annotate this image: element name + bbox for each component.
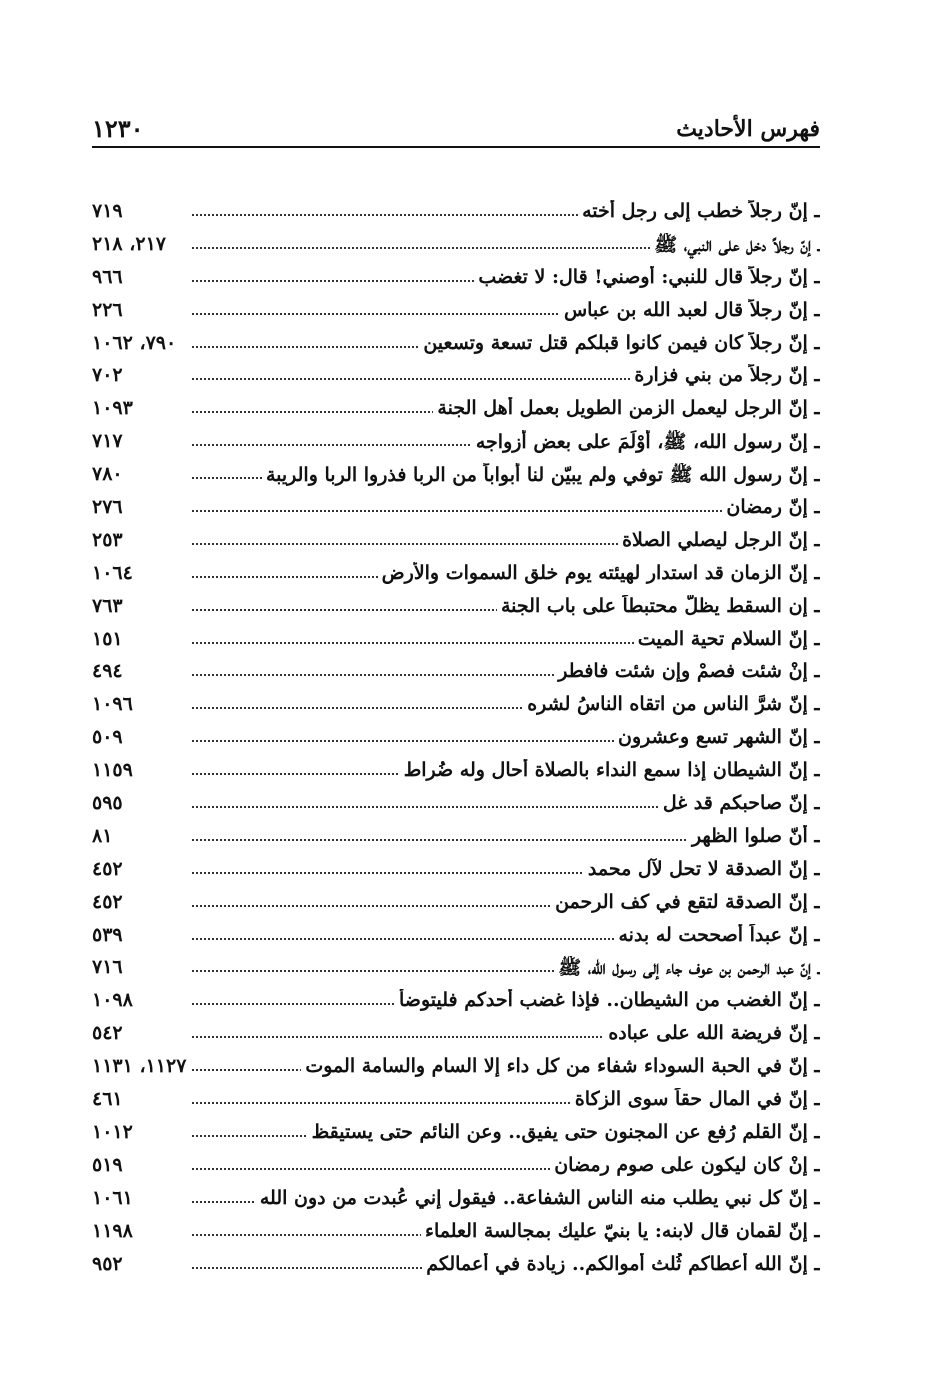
index-entry [92,689,820,722]
entry-text: ـ إنّ الرجل ليصلي الصلاة [618,529,820,551]
index-entry [92,328,820,361]
entry-page-ref: ٨١ [92,825,188,847]
index-entry [92,755,820,788]
header-title: فهرس الأحاديث [676,116,820,142]
entry-text: ـ إنّ الله أعطاكم ثُلث أموالكم.. زيادة في أعمالكم [422,1253,820,1275]
entry-page-ref: ٧٩٠، ١٠٦٢ [92,332,188,354]
entry-page-ref: ٥٤٢ [92,1022,188,1044]
index-entry [92,920,820,953]
entry-text: ـ إنّ الغضب من الشيطان.. فإذا غضب أحدكم فليتوضأ [395,989,820,1011]
index-entry [92,525,820,558]
entry-page-ref: ٩٦٦ [92,266,188,288]
index-entry [92,459,820,492]
entry-text: ـ إنّ الرجل ليعمل الزمن الطويل بعمل أهل الجنة [433,397,820,419]
index-entry [92,985,820,1018]
entry-text: ـ إنّ رجلاً قال لعبد الله بن عباس [560,299,820,321]
entry-text: ـ إنّ لقمان قال لابنه: يا بنيّ عليك بمجالسة العلماء [421,1220,820,1242]
page-header [92,112,820,148]
entry-page-ref: ١٠٩٦ [92,693,188,715]
entry-page-ref: ٧١٦ [92,956,188,978]
entry-page-ref: ٧١٧ [92,430,188,452]
entry-text: ـ إنّ رسول الله، ﷺ، أَوْلَمَ على بعض أزواجه [472,430,820,458]
entry-text: ـ إنّ في المال حقاً سوى الزكاة [571,1088,820,1110]
entry-text: ـ إنّ فريضة الله على عباده [604,1022,820,1044]
dot-leader [192,510,810,512]
entry-text: ـ إنّ الشيطان إذا سمع النداء بالصلاة أحال وله ضُراط [400,759,820,781]
entry-page-ref: ٥١٩ [92,1154,188,1176]
entry-text: ـ إنّ شرَّ الناس من اتقاه الناسُ لشره [523,693,820,715]
index-entry [92,624,820,657]
index-entry [92,1084,820,1117]
entry-text: ـ إنّ رسول الله ﷺ توفي ولم يبيّن لنا أبواباً من الربا فذروا الربا والريبة [262,463,820,491]
index-entry [92,426,820,459]
index-entry [92,1117,820,1150]
entry-page-ref: ٩٥٢ [92,1253,188,1275]
entry-text: ـ إنّ السلام تحية الميت [634,628,820,650]
entry-page-ref: ١٠٦١ [92,1187,188,1209]
index-entry [92,1183,820,1216]
entry-page-ref: ١١٩٨ [92,1220,188,1242]
page-number: ١٢٣٠ [92,114,144,143]
entry-page-ref: ٤٦١ [92,1088,188,1110]
entry-text: ـ أنّ صلوا الظهر [688,825,820,847]
index-entry [92,360,820,393]
entry-page-ref: ١١٢٧، ١١٣١ [92,1055,190,1077]
index-entry [92,887,820,920]
entry-text: ـ إنّ صاحبكم قد غل [659,792,820,814]
index-page [92,112,820,1312]
index-entry [92,722,820,755]
index-entry [92,821,820,854]
entry-text: ـ إنْ كان ليكون على صوم رمضان [550,1154,820,1176]
entry-page-ref: ٧٦٣ [92,595,188,617]
index-entry [92,1216,820,1249]
entry-page-ref: ٧٠٢ [92,364,188,386]
entry-page-ref: ٤٥٢ [92,858,188,880]
index-entry [92,952,820,985]
index-entry [92,1150,820,1183]
index-entry [92,295,820,328]
entry-text: ـ إنّ رجلاً خطب إلى رجل أخته [578,200,820,222]
index-entry [92,492,820,525]
entry-page-ref: ١١٥٩ [92,759,188,781]
index-entry [92,656,820,689]
entry-page-ref: ٢٥٣ [92,529,188,551]
entry-page-ref: ١٠١٢ [92,1121,188,1143]
entry-page-ref: ٤٥٢ [92,891,188,913]
entry-page-ref: ١٠٩٨ [92,989,188,1011]
index-entry [92,1249,820,1282]
entry-text: ـ إنّ عبد الرحمن بن عوف جاء إلى رسول الله، ﷺ [554,956,820,984]
entry-page-ref: ١٠٩٣ [92,397,188,419]
entry-text: ـ إنّ الزمان قد استدار لهيئته يوم خلق السموات والأرض [378,562,820,584]
entry-text: ـ إنّ في الحبة السوداء شفاء من كل داء إلا السام والسامة الموت [301,1055,820,1077]
entry-page-ref: ٢٢٦ [92,299,188,321]
entry-text: ـ إنّ رمضان [722,496,820,518]
entry-page-ref: ٥٩٥ [92,792,188,814]
index-entry [92,196,820,229]
index-entry [92,854,820,887]
entry-text: ـ إنْ شئت فصمْ وإن شئت فافطر [554,660,820,682]
entry-text: ـ إنّ الصدقة لا تحل لآل محمد [584,858,820,880]
index-entry [92,262,820,295]
entry-text: ـ إنّ الصدقة لتقع في كف الرحمن [551,891,820,913]
entry-page-ref: ٢٧٦ [92,496,188,518]
entry-page-ref: ٧١٩ [92,200,188,222]
index-entry [92,788,820,821]
entry-page-ref: ٤٩٤ [92,660,188,682]
entry-text: ـ إن السقط يظلّ محتبطاً على باب الجنة [497,595,820,617]
entry-text: ـ إنّ عبداً أصححت له بدنه [614,924,820,946]
entry-page-ref: ٢١٧، ٢١٨ [92,233,188,255]
entry-text: ـ إنّ رجلاً كان فيمن كانوا قبلكم قتل تسعة وتسعين [419,332,820,354]
entry-text: ـ إنّ رجلاً دخل على النبي، ﷺ [650,233,820,261]
entry-text: ـ إنّ رجلاً من بني فزارة [630,364,820,386]
index-entry [92,1051,820,1084]
entry-text: ـ إنّ رجلاً قال للنبي: أوصني! قال: لا تغضب [474,266,820,288]
index-entry [92,1018,820,1051]
entry-text: ـ إنّ كل نبي يطلب منه الناس الشفاعة.. فيقول إني عُبدت من دون الله [256,1187,820,1209]
entry-text: ـ إنّ الشهر تسع وعشرون [614,726,820,748]
index-entry [92,393,820,426]
hadith-index-list [92,196,820,1281]
entry-page-ref: ٥٣٩ [92,924,188,946]
index-entry [92,591,820,624]
entry-page-ref: ١٥١ [92,628,188,650]
index-entry [92,558,820,591]
entry-page-ref: ٧٨٠ [92,463,188,485]
entry-text: ـ إنّ القلم رُفع عن المجنون حتى يفيق.. وعن النائم حتى يستيقظ [308,1121,820,1143]
entry-page-ref: ٥٠٩ [92,726,188,748]
index-entry [92,229,820,262]
entry-page-ref: ١٠٦٤ [92,562,188,584]
